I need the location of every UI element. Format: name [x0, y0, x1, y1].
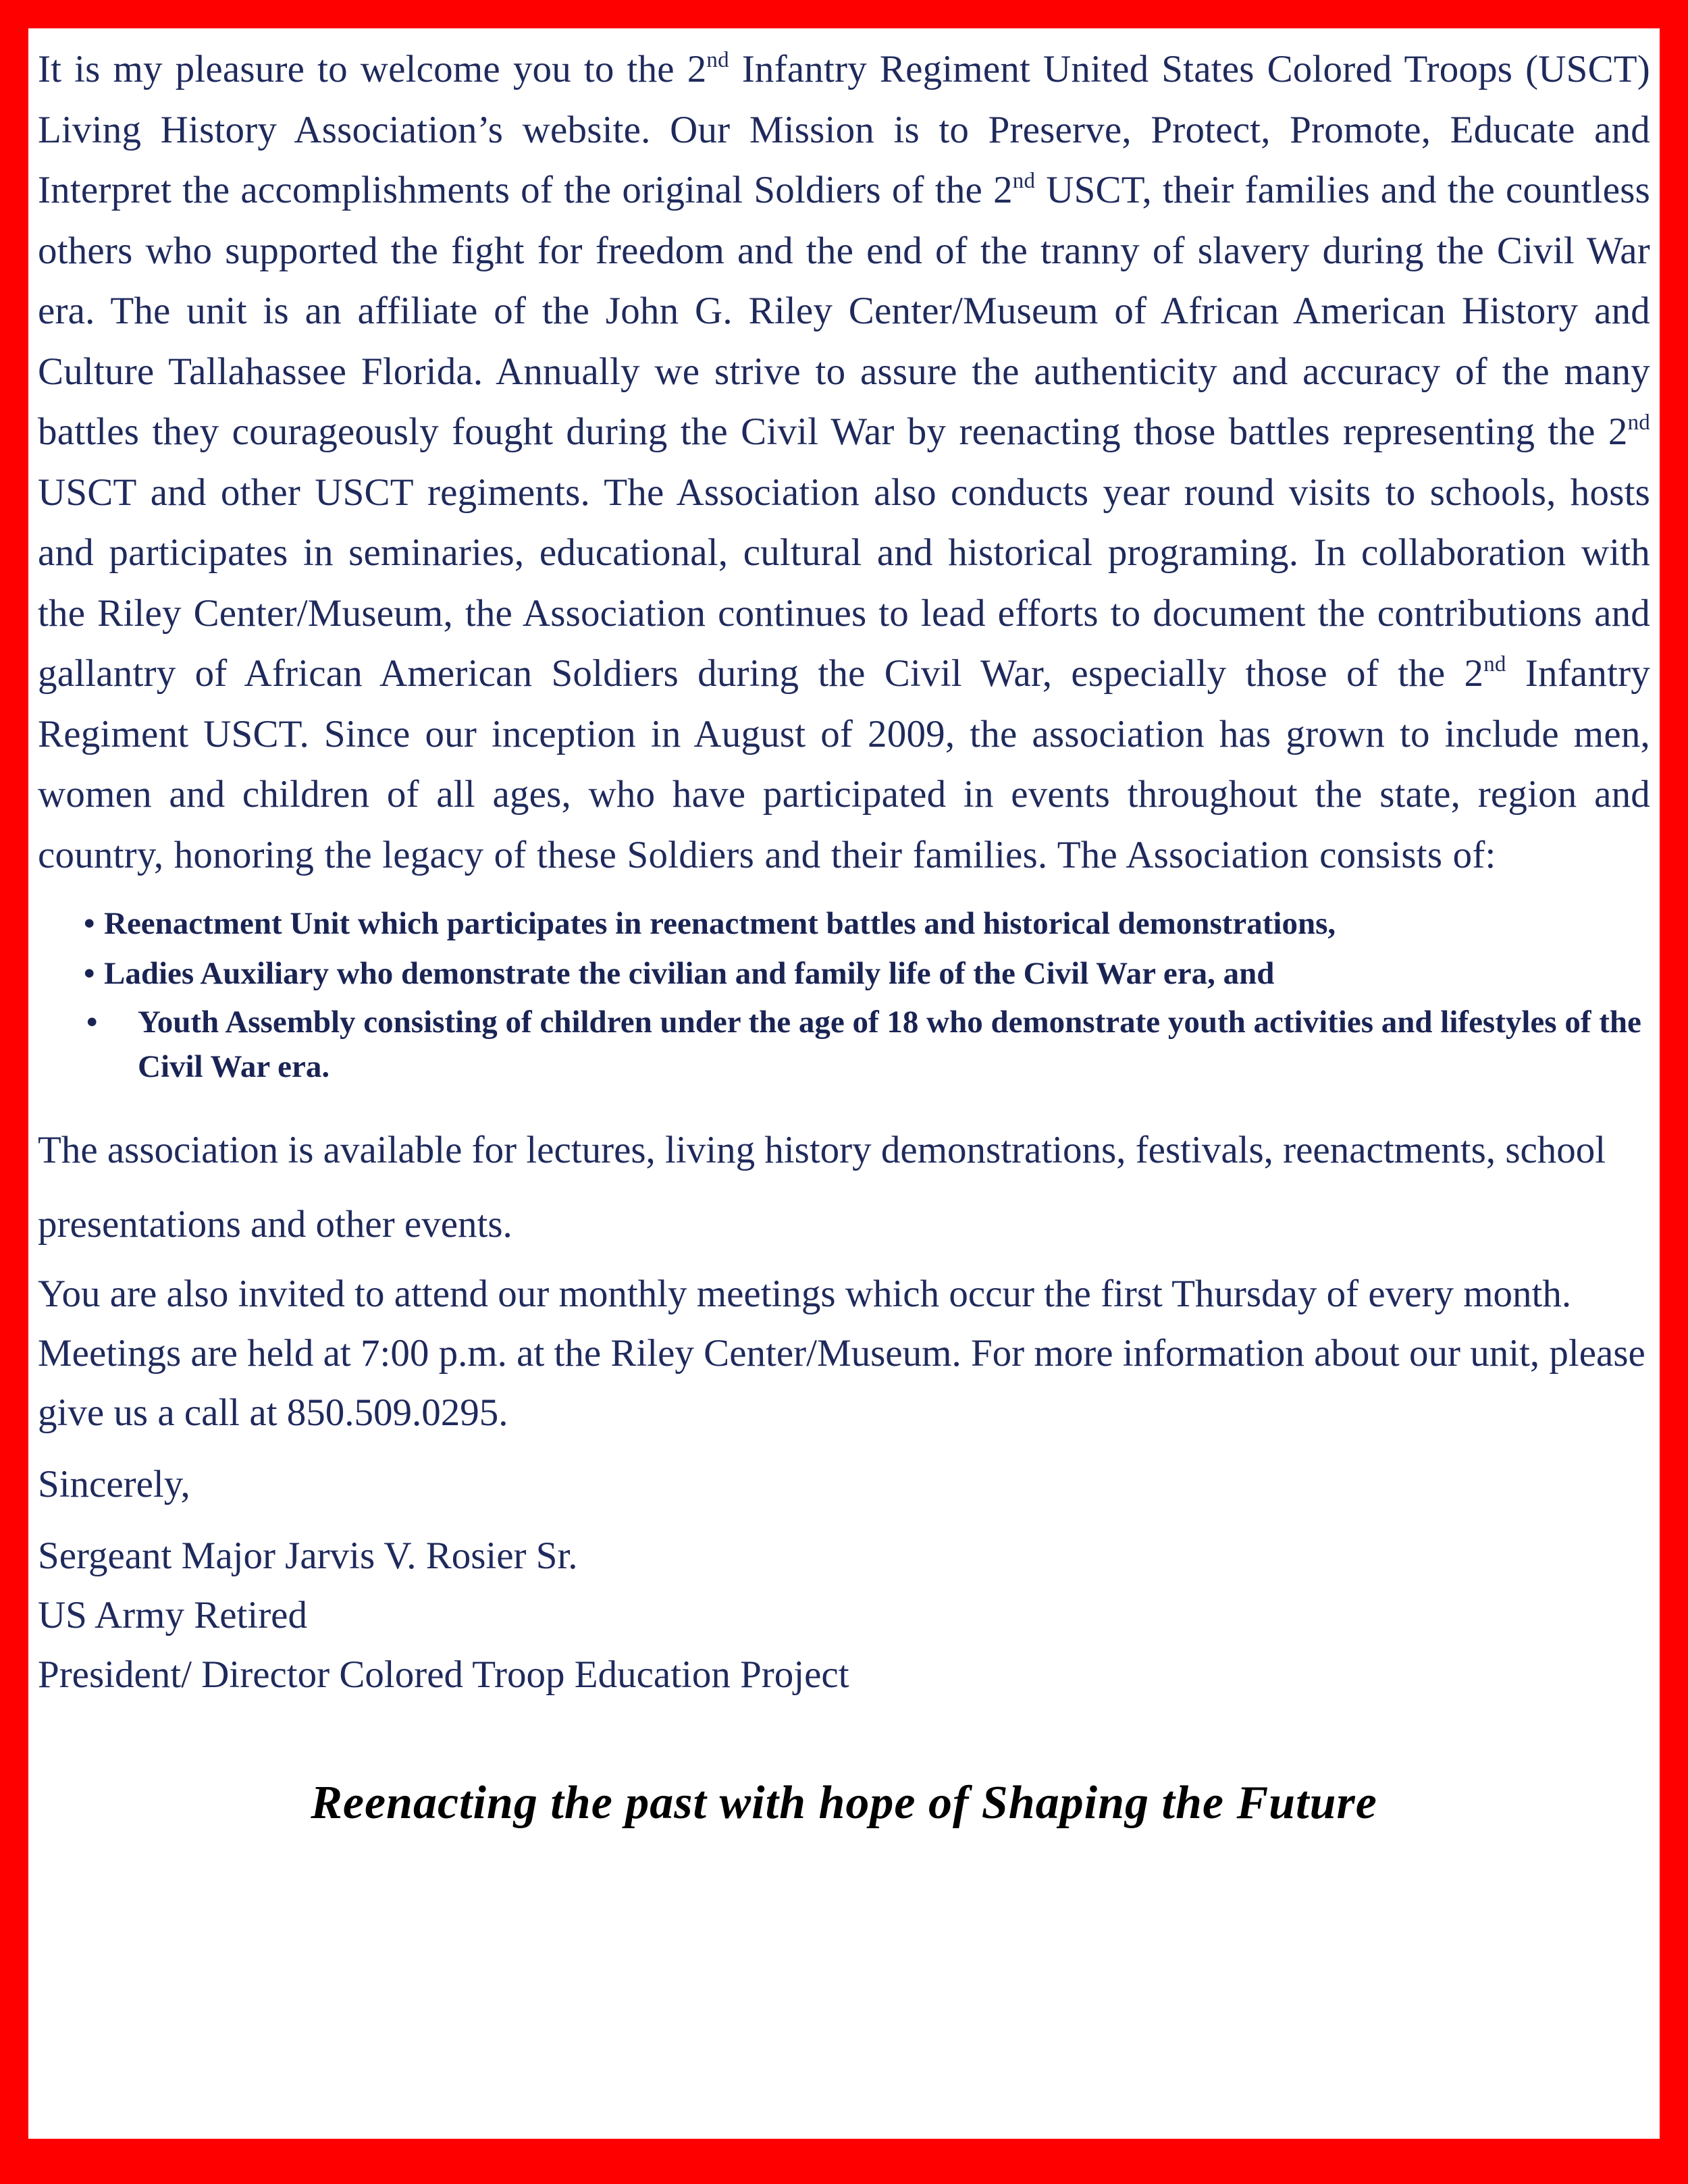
bullet-icon: • — [84, 906, 95, 941]
ordinal-suffix: nd — [1012, 169, 1036, 193]
intro-text-2: Infantry Regiment United States Colored Troops (USCT) Living History Association’s website. Our Mission is to Preserve, Protect, Promote, Educate and Interpret the accomplishments of the original Soldiers of the 2 — [38, 48, 1650, 211]
association-components-list — [38, 900, 1650, 1089]
bullet-icon: • — [86, 1005, 98, 1040]
intro-text-1: It is my pleasure to welcome you to the 2 — [38, 48, 707, 90]
ordinal-suffix: nd — [1483, 652, 1506, 676]
signer-title: President/ Director Colored Troop Education Project — [38, 1653, 849, 1696]
list-item-text: Youth Assembly consisting of children under the age of 18 who demonstrate youth activities and lifestyles of the Civil War era. — [138, 1005, 1641, 1084]
list-item-text: Ladies Auxiliary who demonstrate the civilian and family life of the Civil War era, and — [104, 956, 1275, 991]
list-item — [84, 900, 1650, 947]
bullet-icon: • — [84, 956, 95, 991]
signer-rank: US Army Retired — [38, 1594, 307, 1636]
list-item — [84, 950, 1650, 997]
ordinal-suffix: nd — [706, 48, 729, 72]
availability-paragraph: The association is available for lectures, living history demonstrations, festivals, reenactments, school presentations and other events. — [38, 1129, 1606, 1246]
signer-name: Sergeant Major Jarvis V. Rosier Sr. — [38, 1535, 578, 1577]
intro-text-4: USCT and other USCT regiments. The Association also conducts year round visits to schools, hosts and participates in seminaries, educational, cultural and historical programing. In collaboration with the Riley Center/Museum, the Association continues to lead efforts to document the contributions and gallantry of African American Soldiers during the Civil War, especially those of the 2 — [38, 471, 1650, 695]
intro-paragraph — [38, 39, 1650, 885]
signature-block — [38, 1526, 1650, 1705]
meetings-paragraph: You are also invited to attend our monthly meetings which occur the first Thursday of every month. Meetings are held at 7:00 p.m. at the Riley Center/Museum. For more information about our unit, please give us a call at 850.509.0295. — [38, 1273, 1645, 1434]
ordinal-suffix: nd — [1627, 410, 1650, 435]
motto: Reenacting the past with hope of Shaping the Future — [311, 1777, 1377, 1829]
intro-text-3: USCT, their families and the countless others who supported the fight for freedom and the end of the tranny of slavery during the Civil War era. The unit is an affiliate of the John G. Riley Center/Museum of African American History and Culture Tallahassee Florida. Annually we strive to assure the authenticity and accuracy of the many battles they courageously fought during the Civil War by reenacting those battles representing the 2 — [38, 169, 1650, 453]
list-item — [84, 1000, 1650, 1089]
letter-page — [28, 28, 1660, 2139]
list-item-text: Reenactment Unit which participates in reenactment battles and historical demonstrations, — [104, 906, 1336, 941]
closing-salutation: Sincerely, — [38, 1463, 190, 1506]
intro-text-5: Infantry Regiment USCT. Since our inception in August of 2009, the association has grown to include men, women and children of all ages, who have participated in events throughout the state, region and country, honoring the legacy of these Soldiers and their families. The Association consists of: — [38, 652, 1650, 876]
